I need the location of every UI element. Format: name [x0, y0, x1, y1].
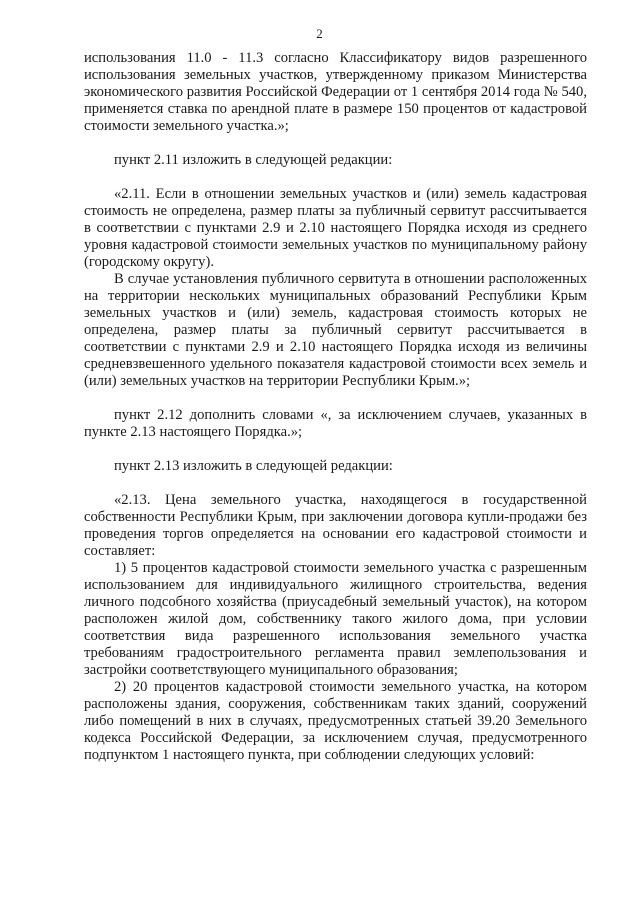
- paragraph-2-11-second: В случае установления публичного сервитута в отношении расположенных на территории нескольких муниципальных образований Республики Крым земельных участков и (или) земель, кадастровая стоимость которых не определена, размер платы за публичный сервитут рассчитывается в соответствии с пунктами 2.9 и 2.10 настоящего Порядка исходя из величины средневзвешенного удельного показателя кадастровой стоимости всех земель и (или) земельных участков на территории Республики Крым.»;: [84, 271, 587, 389]
- page-number: 2: [316, 26, 323, 41]
- paragraph-instruction-2-13: пункт 2.13 изложить в следующей редакции:: [114, 458, 393, 474]
- paragraph-instruction-2-11: пункт 2.11 изложить в следующей редакции:: [114, 152, 393, 168]
- paragraph-2-13-item-2: 2) 20 процентов кадастровой стоимости земельного участка, на котором расположены здания, сооружения, собственникам таких зданий, сооружений либо помещений в них в случаях, предусмотренных статьей 39.20 Земельного кодекса Российской Федерации, за исключением случая, предусмотренного подпунктом 1 настоящего пункта, при соблюдении следующих условий:: [84, 679, 587, 763]
- paragraph-gap: [84, 390, 587, 407]
- paragraph-gap: [84, 441, 587, 458]
- paragraph-gap: [84, 135, 587, 152]
- paragraph-instruction-2-12: пункт 2.12 дополнить словами «, за исключением случаев, указанных в пункте 2.13 настоящего Порядка.»;: [84, 407, 587, 440]
- paragraph-2-13: «2.13. Цена земельного участка, находящегося в государственной собственности Республики Крым, при заключении договора купли-продажи без проведения торгов определяется на основании его кадастровой стоимости и составляет:: [84, 492, 587, 559]
- paragraph-gap: [84, 169, 587, 186]
- paragraph-2-11: «2.11. Если в отношении земельных участков и (или) земель кадастровая стоимость не определена, размер платы за публичный сервитут рассчитывается в соответствии с пунктами 2.9 и 2.10 настоящего Порядка исходя из среднего уровня кадастровой стоимости земельных участков по муниципальному району (городскому округу).: [84, 186, 587, 270]
- paragraph-continuation: использования 11.0 - 11.3 согласно Классификатору видов разрешенного использования земельных участков, утвержденному приказом Министерства экономического развития Российской Федерации от 1 сентября 2014 года № 540, применяется ставка по арендной плате в размере 150 процентов от кадастровой стоимости земельного участка.»;: [84, 50, 587, 134]
- paragraph-gap: [84, 475, 587, 492]
- paragraph-2-13-item-1: 1) 5 процентов кадастровой стоимости земельного участка с разрешенным использованием для индивидуального жилищного строительства, ведения личного подсобного хозяйства (приусадебный земельный участок), на котором расположен жилой дом, собственнику такого жилого дома, при условии соответствия вида разрешенного использования земельного участка требованиям градостроительного регламента правил землепользования и застройки соответствующего муниципального образования;: [84, 560, 587, 678]
- document-body: [84, 50, 587, 764]
